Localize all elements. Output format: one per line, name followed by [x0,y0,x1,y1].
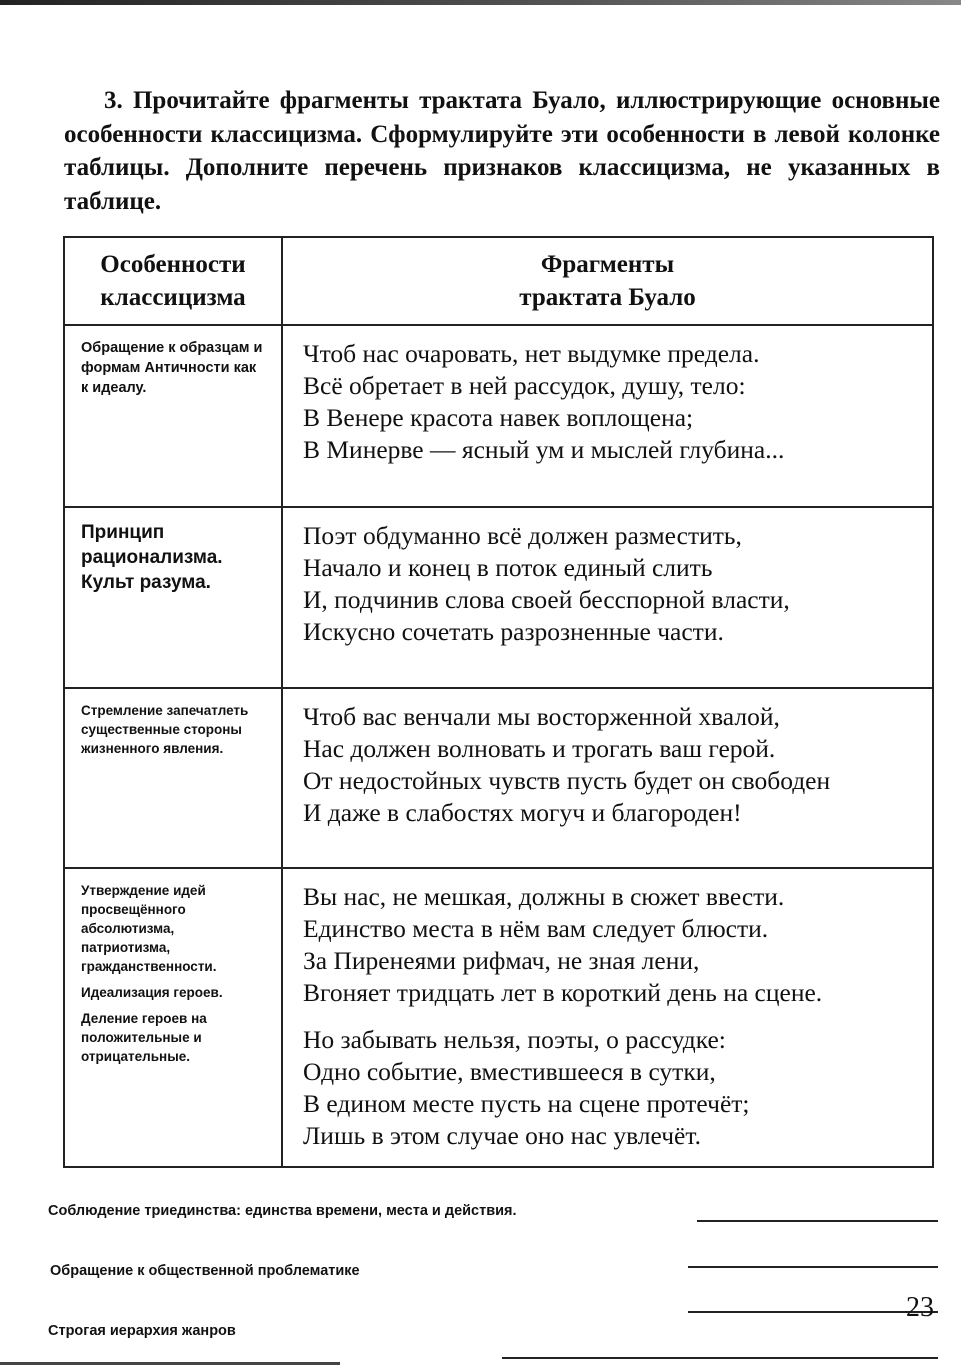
additional-feature: Строгая иерархия жанров [48,1323,236,1339]
answer-line [502,1357,938,1359]
verse-line: Чтоб нас очаровать, нет выдумке предела. [303,339,760,368]
verse-line: В Минерве — ясный ум и мыслей глубина... [303,435,785,464]
verse-line: Чтоб вас венчали мы восторженной хвалой, [303,702,780,731]
verse-line: Поэт обдуманно всё должен разместить, [303,521,742,550]
table-row [64,325,933,507]
fragment-cell [282,325,933,507]
scan-edge [0,0,961,5]
answer-line [688,1266,938,1268]
verse-line: И, подчинив слова своей бесспорной власти, [303,585,790,614]
table-row [64,688,933,868]
header-fragments [282,237,933,325]
answer-line [697,1220,938,1222]
stanza [303,881,932,1009]
feature-text: Идеализация героев. [81,985,223,1000]
additional-feature: Обращение к общественной проблематике [50,1263,360,1279]
task-text: 3. Прочитайте фрагменты трактата Буало, иллюстрирующие основные особенности классицизма. Сформулируйте эти особенности в левой колонке таблицы. Дополните перечень признаков классицизма, не указанных в таблице. [64,87,940,215]
page-number: 23 [906,1292,934,1323]
feature-text: Деление героев на положительные и отрицательные. [81,1011,207,1064]
fragment-cell [282,507,933,688]
stanza [303,520,932,648]
verse-line: За Пиренеями рифмач, не зная лени, [303,946,700,975]
table-row [64,507,933,688]
table-header-row [64,237,933,325]
verse-line: И даже в слабостях могуч и благороден! [303,798,742,827]
classicism-table [63,236,934,1168]
verse-line: Начало и конец в поток единый слить [303,553,713,582]
feature-text: Утверждение идей просвещённого абсолютизма, патриотизма, гражданственности. [81,883,217,974]
feature-cell [64,325,282,507]
feature-text: Стремление запечатлеть существенные стороны жизненного явления. [81,703,249,756]
verse-line: Всё обретает в ней рассудок, душу, тело: [303,371,746,400]
verse-line: Одно событие, вместившееся в сутки, [303,1057,716,1086]
verse-line: От недостойных чувств пусть будет он свободен [303,766,831,795]
answer-line [688,1311,938,1313]
verse-line: Лишь в этом случае оно нас увлечёт. [303,1121,701,1150]
verse-line: Но забывать нельзя, поэты, о рассудке: [303,1025,726,1054]
stanza [303,1024,932,1152]
header-features [64,237,282,325]
stanza [303,338,932,466]
feature-text: Принцип рационализма. Культ разума. [81,522,223,593]
verse-line: Единство места в нём вам следует блюсти. [303,914,769,943]
feature-cell [64,868,282,1167]
header-fragments-text: Фрагменты трактата Буало [519,251,696,311]
fragment-cell [282,868,933,1167]
additional-feature: Соблюдение триединства: единства времени, места и действия. [48,1203,517,1219]
verse-line: Вы нас, не мешкая, должны в сюжет ввести. [303,882,785,911]
verse-line: В Венере красота навек воплощена; [303,403,694,432]
stanza [303,701,932,829]
additional-features [0,1168,961,1368]
verse-line: Нас должен волновать и трогать ваш герой. [303,734,776,763]
verse-line: В едином месте пусть на сцене протечёт; [303,1089,750,1118]
fragment-cell [282,688,933,868]
feature-cell [64,507,282,688]
feature-cell [64,688,282,868]
feature-text: Обращение к образцам и формам Античности как к идеалу. [81,340,263,396]
header-features-text: Особенности классицизма [100,251,246,311]
table-row [64,868,933,1167]
page-content [0,84,961,1368]
scan-edge [0,1362,340,1365]
verse-line: Искусно сочетать разрозненные части. [303,617,724,646]
verse-line: Вгоняет тридцать лет в короткий день на сцене. [303,978,823,1007]
